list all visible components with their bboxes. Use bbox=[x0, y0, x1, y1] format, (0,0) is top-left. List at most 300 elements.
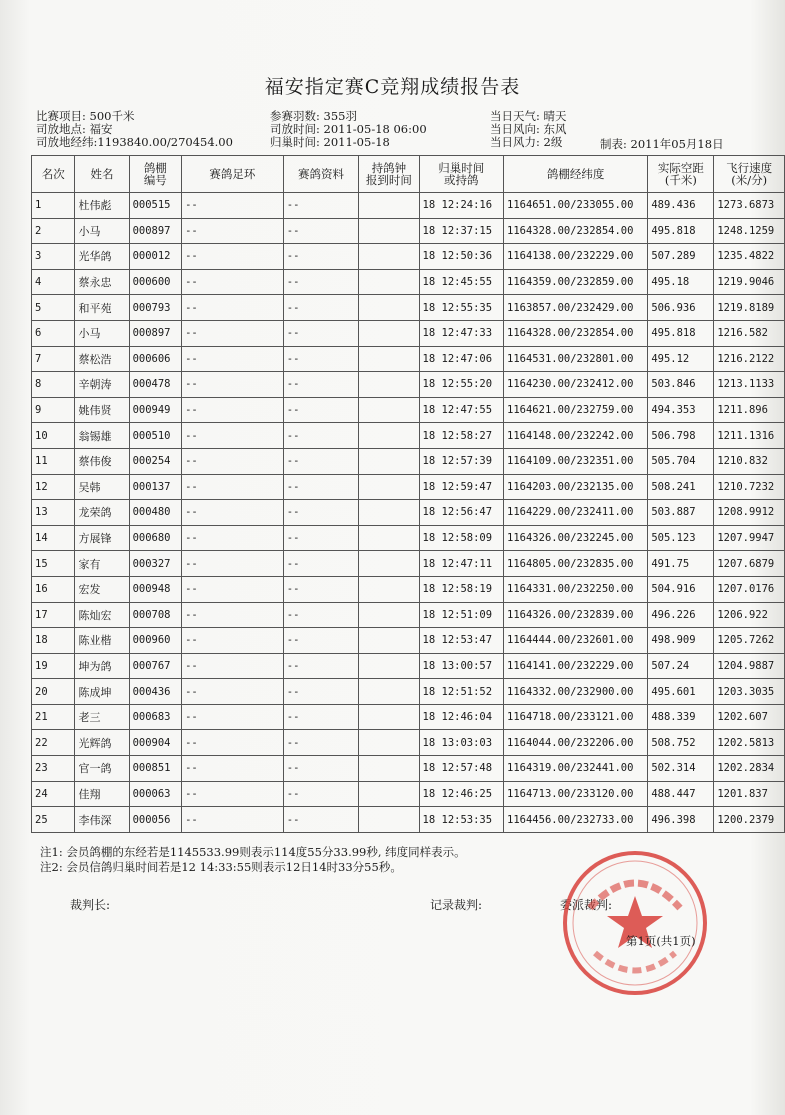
table-cell: 1164229.00/232411.00 bbox=[504, 500, 648, 526]
table-cell: 18 12:47:06 bbox=[419, 346, 503, 372]
table-cell: 496.226 bbox=[648, 602, 714, 628]
table-cell: 18 12:56:47 bbox=[419, 500, 503, 526]
table-row bbox=[32, 423, 785, 449]
table-cell: 000948 bbox=[129, 576, 182, 602]
table-cell bbox=[359, 807, 419, 833]
table-cell bbox=[359, 320, 419, 346]
table-cell bbox=[359, 372, 419, 398]
info-item: 司放地点: 福安 bbox=[36, 122, 113, 136]
table-cell: 1211.896 bbox=[714, 397, 785, 423]
note-1: 注1: 会员鸽棚的东经若是1145533.99则表示114度55分33.99秒, 纬度同样表示。 bbox=[40, 845, 466, 859]
table-cell: 1204.9887 bbox=[714, 653, 785, 679]
table-cell: 21 bbox=[32, 704, 75, 730]
table-cell bbox=[359, 423, 419, 449]
table-cell: 23 bbox=[32, 756, 75, 782]
table-cell: -- bbox=[182, 218, 284, 244]
table-cell: 000478 bbox=[129, 372, 182, 398]
table-cell: 光华鸽 bbox=[75, 244, 129, 270]
table-cell bbox=[359, 704, 419, 730]
table-cell: 1164203.00/232135.00 bbox=[504, 474, 648, 500]
table-cell bbox=[359, 474, 419, 500]
table-row bbox=[32, 397, 785, 423]
table-cell: 18 bbox=[32, 628, 75, 654]
table-cell: -- bbox=[182, 807, 284, 833]
table-cell: 1164328.00/232854.00 bbox=[504, 320, 648, 346]
table-cell: -- bbox=[182, 500, 284, 526]
results-table bbox=[31, 155, 785, 833]
table-cell bbox=[359, 679, 419, 705]
table-cell: 18 12:51:09 bbox=[419, 602, 503, 628]
table-cell: 9 bbox=[32, 397, 75, 423]
table-cell: -- bbox=[283, 602, 358, 628]
note-2: 注2: 会员信鸽归巢时间若是12 14:33:55则表示12日14时33分55秒。 bbox=[40, 860, 402, 874]
table-cell: 17 bbox=[32, 602, 75, 628]
table-cell: 1164359.00/232859.00 bbox=[504, 269, 648, 295]
table-cell: 1235.4822 bbox=[714, 244, 785, 270]
table-cell: -- bbox=[283, 218, 358, 244]
table-cell: 陈成坤 bbox=[75, 679, 129, 705]
table-cell: 1164319.00/232441.00 bbox=[504, 756, 648, 782]
table-cell: 000683 bbox=[129, 704, 182, 730]
table-cell: 488.447 bbox=[648, 781, 714, 807]
table-row bbox=[32, 551, 785, 577]
table-cell bbox=[359, 756, 419, 782]
table-cell: 000480 bbox=[129, 500, 182, 526]
table-cell: 1208.9912 bbox=[714, 500, 785, 526]
table-cell: 佳翔 bbox=[75, 781, 129, 807]
table-cell: 000904 bbox=[129, 730, 182, 756]
table-cell: 1164328.00/232854.00 bbox=[504, 218, 648, 244]
table-cell: -- bbox=[283, 372, 358, 398]
table-cell bbox=[359, 346, 419, 372]
table-cell: -- bbox=[182, 346, 284, 372]
table-cell: -- bbox=[283, 423, 358, 449]
table-cell: -- bbox=[182, 551, 284, 577]
table-cell: 3 bbox=[32, 244, 75, 270]
table-cell: 508.752 bbox=[648, 730, 714, 756]
table-cell: -- bbox=[182, 397, 284, 423]
table-cell: -- bbox=[182, 653, 284, 679]
table-cell: 6 bbox=[32, 320, 75, 346]
column-header: 姓名 bbox=[75, 156, 129, 193]
info-item: 归巢时间: 2011-05-18 bbox=[270, 135, 390, 149]
table-cell: 22 bbox=[32, 730, 75, 756]
table-cell bbox=[359, 551, 419, 577]
table-row bbox=[32, 807, 785, 833]
table-cell: 1164326.00/232839.00 bbox=[504, 602, 648, 628]
table-cell: 1210.7232 bbox=[714, 474, 785, 500]
table-cell: 19 bbox=[32, 653, 75, 679]
table-cell: 18 12:53:47 bbox=[419, 628, 503, 654]
table-cell: 000851 bbox=[129, 756, 182, 782]
table-cell: -- bbox=[283, 397, 358, 423]
table-cell: -- bbox=[182, 704, 284, 730]
table-cell: -- bbox=[283, 346, 358, 372]
table-cell: 1164805.00/232835.00 bbox=[504, 551, 648, 577]
info-item: 比赛项目: 500千米 bbox=[36, 109, 135, 123]
table-cell: -- bbox=[283, 320, 358, 346]
column-header: 鸽棚 编号 bbox=[129, 156, 182, 193]
table-cell: 1164109.00/232351.00 bbox=[504, 448, 648, 474]
table-cell: -- bbox=[182, 423, 284, 449]
table-cell: 000012 bbox=[129, 244, 182, 270]
table-cell: 1211.1316 bbox=[714, 423, 785, 449]
table-row bbox=[32, 244, 785, 270]
table-cell: 辛朝涛 bbox=[75, 372, 129, 398]
info-column-1 bbox=[36, 110, 233, 149]
table-cell: 龙荣鸽 bbox=[75, 500, 129, 526]
column-header: 归巢时间 或持鸽 bbox=[419, 156, 503, 193]
table-row bbox=[32, 295, 785, 321]
table-cell: 1213.1133 bbox=[714, 372, 785, 398]
table-cell: 官一鸽 bbox=[75, 756, 129, 782]
table-row bbox=[32, 269, 785, 295]
table-row bbox=[32, 474, 785, 500]
table-cell: 1164718.00/233121.00 bbox=[504, 704, 648, 730]
table-cell: 18 12:47:11 bbox=[419, 551, 503, 577]
table-cell: 12 bbox=[32, 474, 75, 500]
table-cell: 494.353 bbox=[648, 397, 714, 423]
table-cell: 小马 bbox=[75, 320, 129, 346]
table-cell: -- bbox=[182, 576, 284, 602]
info-column-2 bbox=[270, 110, 427, 149]
table-cell: 508.241 bbox=[648, 474, 714, 500]
table-cell: 000056 bbox=[129, 807, 182, 833]
table-cell: 18 12:57:48 bbox=[419, 756, 503, 782]
table-cell: 25 bbox=[32, 807, 75, 833]
table-cell: -- bbox=[283, 730, 358, 756]
column-header: 实际空距 (千米) bbox=[648, 156, 714, 193]
table-cell: 505.704 bbox=[648, 448, 714, 474]
table-cell: 24 bbox=[32, 781, 75, 807]
table-cell: 吴韩 bbox=[75, 474, 129, 500]
table-cell: 1206.922 bbox=[714, 602, 785, 628]
table-cell: 1202.2834 bbox=[714, 756, 785, 782]
table-cell: 000137 bbox=[129, 474, 182, 500]
table-cell: 1164456.00/232733.00 bbox=[504, 807, 648, 833]
table-cell: 15 bbox=[32, 551, 75, 577]
table-cell: -- bbox=[283, 525, 358, 551]
table-cell: 蔡伟俊 bbox=[75, 448, 129, 474]
table-cell: -- bbox=[182, 193, 284, 219]
column-header: 飞行速度 (米/分) bbox=[714, 156, 785, 193]
table-cell: 1164651.00/233055.00 bbox=[504, 193, 648, 219]
table-cell: 1164713.00/233120.00 bbox=[504, 781, 648, 807]
table-cell: 495.601 bbox=[648, 679, 714, 705]
table-cell: 000767 bbox=[129, 653, 182, 679]
table-cell: -- bbox=[182, 730, 284, 756]
table-cell: 7 bbox=[32, 346, 75, 372]
table-cell: 18 12:46:25 bbox=[419, 781, 503, 807]
table-cell: 14 bbox=[32, 525, 75, 551]
column-header: 名次 bbox=[32, 156, 75, 193]
table-cell: 495.12 bbox=[648, 346, 714, 372]
table-row bbox=[32, 218, 785, 244]
table-cell: 1216.2122 bbox=[714, 346, 785, 372]
info-item: 当日天气: 晴天 bbox=[490, 109, 567, 123]
table-cell: -- bbox=[182, 295, 284, 321]
table-cell: -- bbox=[182, 244, 284, 270]
table-cell: 504.916 bbox=[648, 576, 714, 602]
table-cell: -- bbox=[182, 756, 284, 782]
table-cell: 10 bbox=[32, 423, 75, 449]
table-cell: 1164331.00/232250.00 bbox=[504, 576, 648, 602]
table-cell bbox=[359, 397, 419, 423]
table-cell: 20 bbox=[32, 679, 75, 705]
table-cell: 姚伟贤 bbox=[75, 397, 129, 423]
official-seal-stamp bbox=[560, 848, 710, 998]
table-cell: 1207.9947 bbox=[714, 525, 785, 551]
table-cell: 495.18 bbox=[648, 269, 714, 295]
judge-signature-label: 裁判长: bbox=[70, 898, 111, 912]
recorder-signature-label: 记录裁判: bbox=[430, 898, 483, 912]
table-cell: 18 12:47:33 bbox=[419, 320, 503, 346]
table-cell: -- bbox=[283, 193, 358, 219]
table-cell: -- bbox=[283, 500, 358, 526]
table-cell: 000680 bbox=[129, 525, 182, 551]
table-cell: -- bbox=[283, 781, 358, 807]
table-cell: 1210.832 bbox=[714, 448, 785, 474]
table-cell: -- bbox=[182, 320, 284, 346]
table-row bbox=[32, 448, 785, 474]
table-row bbox=[32, 193, 785, 219]
table-cell: 000897 bbox=[129, 218, 182, 244]
table-cell: 502.314 bbox=[648, 756, 714, 782]
table-cell bbox=[359, 295, 419, 321]
table-cell: 18 12:55:20 bbox=[419, 372, 503, 398]
table-cell: 方展锋 bbox=[75, 525, 129, 551]
table-cell: 18 12:37:15 bbox=[419, 218, 503, 244]
table-cell: 18 12:58:09 bbox=[419, 525, 503, 551]
table-cell: -- bbox=[182, 525, 284, 551]
table-row bbox=[32, 704, 785, 730]
table-header-row bbox=[32, 156, 785, 193]
info-item: 司放时间: 2011-05-18 06:00 bbox=[270, 122, 427, 136]
made-date: 制表: 2011年05月18日 bbox=[600, 137, 724, 151]
table-cell: -- bbox=[283, 474, 358, 500]
page-number: 第1页(共1页) bbox=[626, 934, 696, 948]
table-cell bbox=[359, 525, 419, 551]
table-cell: 陈灿宏 bbox=[75, 602, 129, 628]
table-cell: 507.24 bbox=[648, 653, 714, 679]
column-header: 赛鸽足环 bbox=[182, 156, 284, 193]
table-cell: -- bbox=[182, 679, 284, 705]
table-cell: 18 12:57:39 bbox=[419, 448, 503, 474]
table-cell: 506.936 bbox=[648, 295, 714, 321]
table-cell: -- bbox=[283, 295, 358, 321]
table-cell: 1 bbox=[32, 193, 75, 219]
table-cell: 李伟深 bbox=[75, 807, 129, 833]
table-cell: 18 12:58:27 bbox=[419, 423, 503, 449]
table-cell bbox=[359, 576, 419, 602]
table-cell: 000436 bbox=[129, 679, 182, 705]
table-cell: -- bbox=[283, 551, 358, 577]
table-cell: -- bbox=[283, 807, 358, 833]
column-header: 鸽棚经纬度 bbox=[504, 156, 648, 193]
delegate-signature-label: 委派裁判: bbox=[560, 898, 613, 912]
table-cell: 000897 bbox=[129, 320, 182, 346]
table-cell: 1164044.00/232206.00 bbox=[504, 730, 648, 756]
info-item: 参赛羽数: 355羽 bbox=[270, 109, 357, 123]
table-cell: 498.909 bbox=[648, 628, 714, 654]
table-cell: 1164230.00/232412.00 bbox=[504, 372, 648, 398]
table-cell: 505.123 bbox=[648, 525, 714, 551]
table-cell: 000254 bbox=[129, 448, 182, 474]
table-cell bbox=[359, 500, 419, 526]
column-header: 持鸽钟 报到时间 bbox=[359, 156, 419, 193]
table-cell: 507.289 bbox=[648, 244, 714, 270]
table-row bbox=[32, 320, 785, 346]
table-cell: 000063 bbox=[129, 781, 182, 807]
table-cell: -- bbox=[283, 244, 358, 270]
table-cell: 000793 bbox=[129, 295, 182, 321]
table-cell: 506.798 bbox=[648, 423, 714, 449]
table-cell: 家有 bbox=[75, 551, 129, 577]
table-cell: -- bbox=[283, 576, 358, 602]
table-cell: 蔡松浩 bbox=[75, 346, 129, 372]
info-item: 当日风力: 2级 bbox=[490, 135, 563, 149]
table-cell: 宏发 bbox=[75, 576, 129, 602]
table-cell: 蔡永忠 bbox=[75, 269, 129, 295]
table-cell: 陈业楷 bbox=[75, 628, 129, 654]
table-cell: 000510 bbox=[129, 423, 182, 449]
table-cell: 18 12:46:04 bbox=[419, 704, 503, 730]
table-cell: 000606 bbox=[129, 346, 182, 372]
table-cell: -- bbox=[182, 448, 284, 474]
table-cell: 1207.0176 bbox=[714, 576, 785, 602]
table-cell: 1164621.00/232759.00 bbox=[504, 397, 648, 423]
table-cell bbox=[359, 193, 419, 219]
table-cell: 13 bbox=[32, 500, 75, 526]
table-cell: -- bbox=[283, 679, 358, 705]
table-cell: 1219.9046 bbox=[714, 269, 785, 295]
info-item: 司放地经纬:1193840.00/270454.00 bbox=[36, 135, 233, 149]
table-row bbox=[32, 576, 785, 602]
table-cell: 1164148.00/232242.00 bbox=[504, 423, 648, 449]
table-row bbox=[32, 679, 785, 705]
table-cell: 1163857.00/232429.00 bbox=[504, 295, 648, 321]
table-cell bbox=[359, 628, 419, 654]
table-cell: -- bbox=[182, 781, 284, 807]
table-cell: -- bbox=[182, 602, 284, 628]
table-cell bbox=[359, 602, 419, 628]
table-cell: 5 bbox=[32, 295, 75, 321]
table-cell: -- bbox=[182, 269, 284, 295]
table-row bbox=[32, 372, 785, 398]
table-cell: 光辉鸽 bbox=[75, 730, 129, 756]
table-cell: 1164444.00/232601.00 bbox=[504, 628, 648, 654]
table-cell: 000327 bbox=[129, 551, 182, 577]
table-row bbox=[32, 346, 785, 372]
table-cell: 1203.3035 bbox=[714, 679, 785, 705]
table-row bbox=[32, 781, 785, 807]
table-cell: -- bbox=[283, 448, 358, 474]
table-row bbox=[32, 500, 785, 526]
table-cell: 488.339 bbox=[648, 704, 714, 730]
table-cell: 11 bbox=[32, 448, 75, 474]
table-cell: 和平苑 bbox=[75, 295, 129, 321]
table-cell bbox=[359, 781, 419, 807]
table-cell: 18 13:00:57 bbox=[419, 653, 503, 679]
table-cell: 坤为鸽 bbox=[75, 653, 129, 679]
table-cell: 000708 bbox=[129, 602, 182, 628]
table-cell: 1202.607 bbox=[714, 704, 785, 730]
table-cell: 18 12:45:55 bbox=[419, 269, 503, 295]
table-cell: 18 13:03:03 bbox=[419, 730, 503, 756]
table-row bbox=[32, 653, 785, 679]
table-row bbox=[32, 756, 785, 782]
table-cell: 1205.7262 bbox=[714, 628, 785, 654]
table-cell: 491.75 bbox=[648, 551, 714, 577]
table-cell: -- bbox=[182, 628, 284, 654]
table-cell: 503.887 bbox=[648, 500, 714, 526]
table-cell: 1219.8189 bbox=[714, 295, 785, 321]
table-row bbox=[32, 602, 785, 628]
table-cell: 1202.5813 bbox=[714, 730, 785, 756]
table-cell: 1164332.00/232900.00 bbox=[504, 679, 648, 705]
table-cell: 489.436 bbox=[648, 193, 714, 219]
table-cell: 18 12:51:52 bbox=[419, 679, 503, 705]
table-cell: 18 12:59:47 bbox=[419, 474, 503, 500]
table-cell: -- bbox=[283, 704, 358, 730]
table-cell: -- bbox=[283, 756, 358, 782]
table-cell: 000960 bbox=[129, 628, 182, 654]
table-cell: 000949 bbox=[129, 397, 182, 423]
table-cell bbox=[359, 730, 419, 756]
table-row bbox=[32, 628, 785, 654]
info-item: 当日风向: 东风 bbox=[490, 122, 567, 136]
table-cell: 18 12:55:35 bbox=[419, 295, 503, 321]
table-cell: 495.818 bbox=[648, 320, 714, 346]
table-cell: 503.846 bbox=[648, 372, 714, 398]
table-cell: 小马 bbox=[75, 218, 129, 244]
table-row bbox=[32, 525, 785, 551]
table-cell: -- bbox=[283, 628, 358, 654]
table-cell: 1164141.00/232229.00 bbox=[504, 653, 648, 679]
table-cell bbox=[359, 653, 419, 679]
table-cell: 000600 bbox=[129, 269, 182, 295]
table-row bbox=[32, 730, 785, 756]
notes bbox=[40, 845, 466, 875]
page-title: 福安指定赛C竞翔成绩报告表 bbox=[264, 76, 521, 98]
table-cell: 18 12:24:16 bbox=[419, 193, 503, 219]
table-cell bbox=[359, 218, 419, 244]
table-cell: -- bbox=[182, 474, 284, 500]
table-cell: 18 12:50:36 bbox=[419, 244, 503, 270]
table-body bbox=[32, 193, 785, 833]
table-cell: -- bbox=[182, 372, 284, 398]
table-cell: 16 bbox=[32, 576, 75, 602]
table-cell: 1164138.00/232229.00 bbox=[504, 244, 648, 270]
table-cell: 4 bbox=[32, 269, 75, 295]
table-cell: 1273.6873 bbox=[714, 193, 785, 219]
table-cell: 翁锡雄 bbox=[75, 423, 129, 449]
table-cell: -- bbox=[283, 269, 358, 295]
table-cell: 495.818 bbox=[648, 218, 714, 244]
table-cell: 8 bbox=[32, 372, 75, 398]
table-cell: 1248.1259 bbox=[714, 218, 785, 244]
table-cell: 496.398 bbox=[648, 807, 714, 833]
table-cell: 18 12:58:19 bbox=[419, 576, 503, 602]
table-cell: 18 12:53:35 bbox=[419, 807, 503, 833]
table-cell: 老三 bbox=[75, 704, 129, 730]
table-cell: 1216.582 bbox=[714, 320, 785, 346]
table-cell: 1207.6879 bbox=[714, 551, 785, 577]
table-cell: 000515 bbox=[129, 193, 182, 219]
table-cell bbox=[359, 269, 419, 295]
table-cell: 1164326.00/232245.00 bbox=[504, 525, 648, 551]
table-cell bbox=[359, 448, 419, 474]
